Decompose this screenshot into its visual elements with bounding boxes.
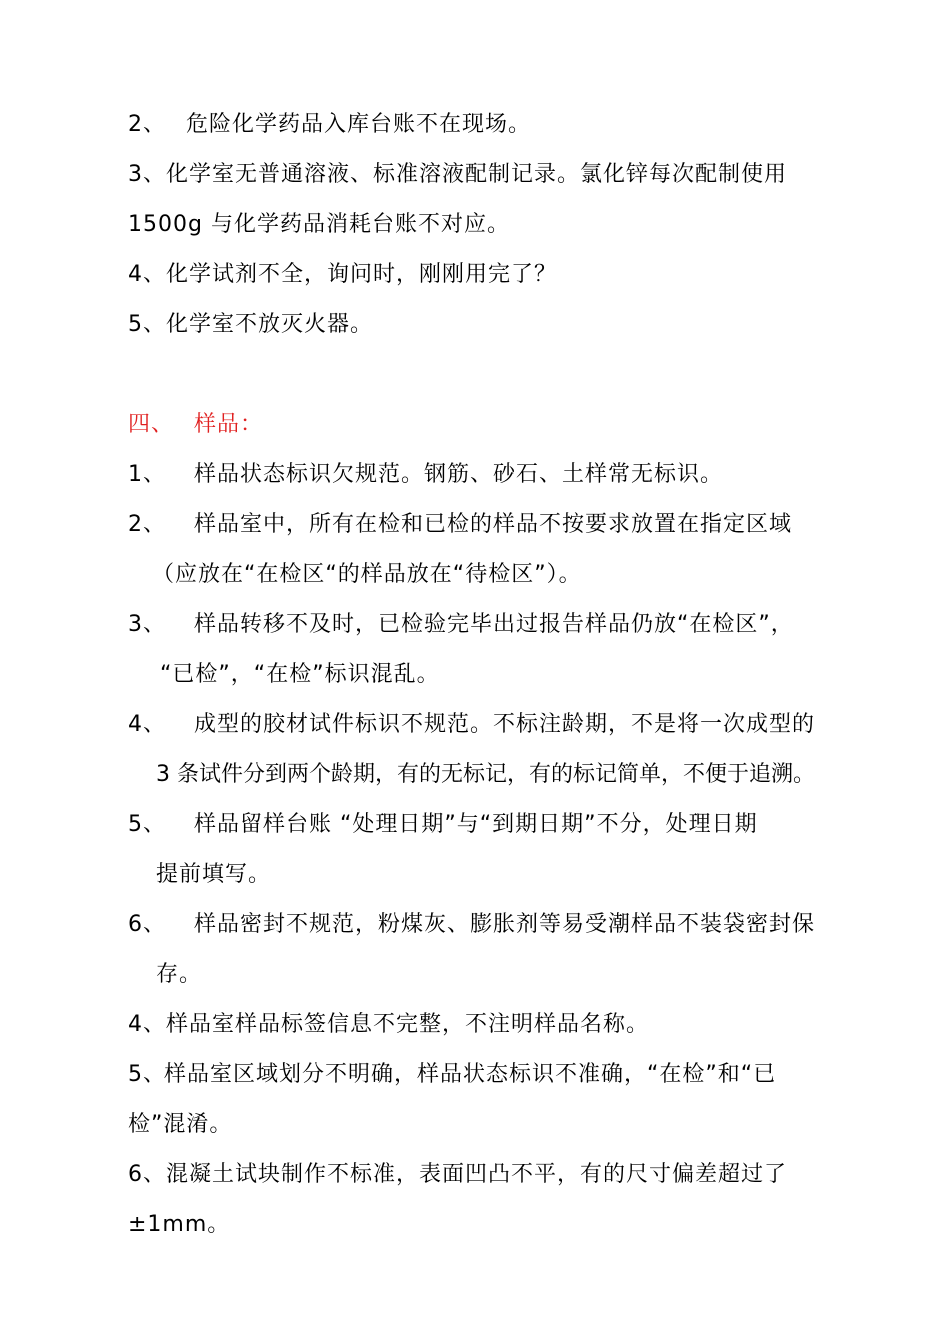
- list-item-number: 2、: [128, 112, 166, 137]
- list-item-text: 样品密封不规范，粉煤灰、膨胀剂等易受潮样品不装袋密封保: [194, 912, 816, 937]
- list-item-text: 化学试剂不全，询问时，刚刚用完了？: [166, 262, 558, 287]
- list-item-number: 5、: [128, 1062, 166, 1087]
- list-item-text: ±1mm。: [128, 1212, 231, 1237]
- list-item-text: 样品状态标识欠规范。钢筋、砂石、土样常无标识。: [194, 462, 724, 487]
- list-item-text: “已检”，“在检”标识混乱。: [160, 662, 440, 687]
- list-item-number: 3、: [128, 612, 166, 637]
- list-item-text: 3 条试件分到两个龄期，有的无标记，有的标记简单，不便于追溯。: [156, 762, 815, 787]
- list-item-text: 化学室不放灭火器。: [166, 312, 374, 337]
- list-item-number: 4、: [128, 262, 166, 287]
- list-item-text: 成型的胶材试件标识不规范。不标注龄期，不是将一次成型的: [194, 712, 816, 737]
- list-item-text: 提前填写。: [156, 862, 272, 887]
- list-item-number: 5、: [128, 812, 166, 837]
- list-item-text: 样品室中，所有在检和已检的样品不按要求放置在指定区域: [194, 512, 793, 537]
- list-item-text: 化学室无普通溶液、标准溶液配制记录。氯化锌每次配制使用: [166, 162, 788, 187]
- list-item-number: 4、: [128, 712, 166, 737]
- list-item-text: （应放在“在检区“的样品放在“待检区”）。: [152, 562, 582, 587]
- list-item-text: 危险化学药品入库台账不在现场。: [186, 112, 532, 137]
- list-item-number: 3、: [128, 162, 166, 187]
- list-item-number: 6、: [128, 912, 166, 937]
- list-item-text: 存。: [156, 962, 203, 987]
- list-item-number: 6、: [128, 1162, 166, 1187]
- list-item-text: 样品转移不及时，已检验完毕出过报告样品仍放“在检区”，: [194, 612, 794, 637]
- section-title: 样品：: [194, 412, 264, 437]
- list-item-text: 样品室样品标签信息不完整，不注明样品名称。: [166, 1012, 650, 1037]
- list-item-text: 检”混淆。: [128, 1112, 233, 1137]
- list-item-text: 混凝土试块制作不标准，表面凹凸不平，有的尺寸偏差超过了: [166, 1162, 788, 1187]
- list-item-number: 1、: [128, 462, 166, 487]
- list-item-text: 样品室区域划分不明确，样品状态标识不准确，“在检”和“已: [164, 1062, 777, 1087]
- section-number: 四、: [128, 412, 175, 437]
- list-item-number: 2、: [128, 512, 166, 537]
- list-item-number: 5、: [128, 312, 166, 337]
- list-item-number: 4、: [128, 1012, 166, 1037]
- list-item-text: 1500g 与化学药品消耗台账不对应。: [128, 212, 510, 237]
- list-item-text: 样品留样台账 “处理日期”与“到期日期”不分，处理日期: [194, 812, 758, 837]
